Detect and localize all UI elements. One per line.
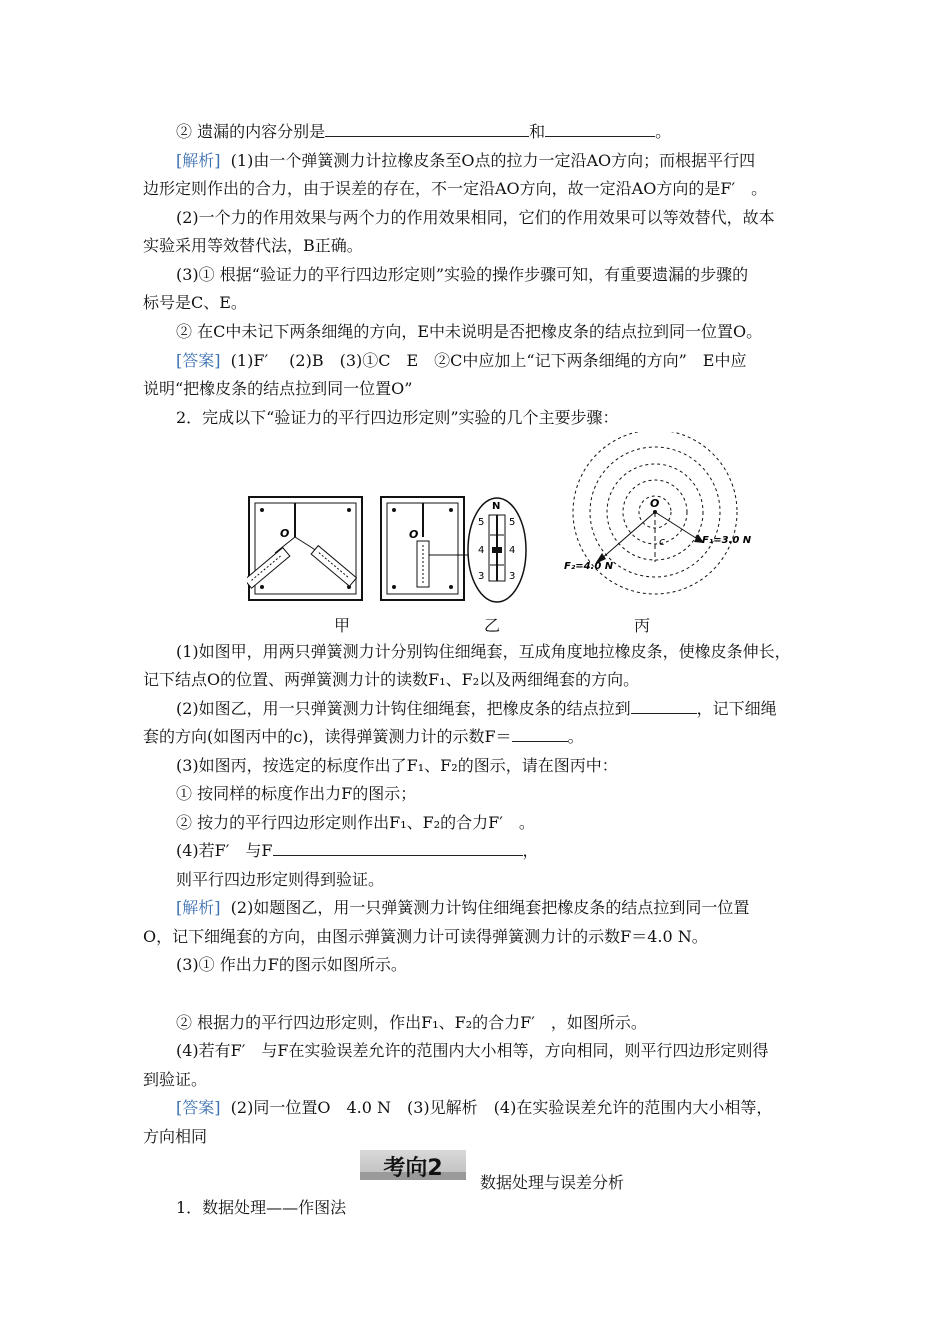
text-line: ② 按力的平行四边形定则作出F₁、F₂的合力F′ 。: [176, 813, 535, 832]
text: ② 遗漏的内容分别是: [176, 122, 326, 141]
analysis-tag: [解析]: [176, 898, 221, 917]
caption-bing: 丙: [634, 616, 651, 635]
label-o: O: [650, 497, 660, 510]
answer-line: [176, 1098, 846, 1118]
answer-tag: [答案]: [176, 1098, 221, 1117]
text: 和: [529, 122, 546, 141]
text-line: O，记下细绳套的方向，由图示弹簧测力计可读得弹簧测力计的示数F＝4.0 N。: [143, 927, 708, 946]
blank-2: [545, 122, 655, 137]
section-title: 考向2: [383, 1156, 443, 1181]
text: 。: [567, 727, 584, 746]
caption-yi: 乙: [484, 616, 501, 635]
question-title: 2．完成以下“验证力的平行四边形定则”实验的几个主要步骤：: [176, 408, 619, 427]
label-f2: F₂=4.0 N: [564, 561, 614, 572]
analysis-line: [176, 151, 846, 171]
scale-tick-3: 3: [509, 571, 516, 582]
answer-line: [176, 351, 846, 371]
text-line: 说明“把橡皮条的结点拉到同一位置O”: [143, 379, 413, 398]
text: ，记下细绳: [696, 699, 777, 718]
label-f1: F₁=3.0 N: [702, 535, 752, 546]
blank-4: [512, 727, 568, 742]
text: (1)由一个弹簧测力计拉橡皮条至O点的拉力一定沿AO方向；而根据平行四: [230, 151, 756, 170]
text: (1)F′ (2)B (3)①C E ②C中应加上“记下两条细绳的方向” E中应: [230, 351, 747, 370]
scale-tick-5: 5: [509, 517, 516, 528]
text-line: (1)如图甲，用两只弹簧测力计分别钩住细绳套，互成角度地拉橡皮条，使橡皮条伸长，: [176, 642, 791, 661]
text: 套的方向(如图丙中的c)，读得弹簧测力计的示数F＝: [143, 727, 512, 746]
figure-jia: [247, 495, 367, 605]
text-line: (4)若有F′ 与F在实验误差允许的范围内大小相等，方向相同，则平行四边形定则得: [176, 1041, 769, 1060]
text-line: (2)一个力的作用效果与两个力的作用效果相同，它们的作用效果可以等效替代，故本: [176, 208, 775, 227]
label-o: O: [409, 528, 419, 541]
scale-tick-5: 5: [478, 517, 485, 528]
section-banner: [360, 1150, 466, 1180]
analysis-tag: [解析]: [176, 151, 221, 170]
text-line: 实验采用等效替代法，B正确。: [143, 236, 363, 255]
figure-bing: [562, 432, 762, 608]
analysis-line: [176, 898, 846, 918]
scale-unit: N: [492, 501, 501, 512]
text-line: ② 在C中未记下两条细绳的方向，E中未说明是否把橡皮条的结点拉到同一位置O。: [176, 322, 763, 341]
text: ，: [522, 841, 539, 860]
text-line: (3)① 作出力F的图示如图所示。: [176, 955, 407, 974]
blank-5: [273, 841, 523, 856]
label-o: O: [280, 527, 290, 540]
text-line: (3)① 根据“验证力的平行四边形定则”实验的操作步骤可知，有重要遗漏的步骤的: [176, 265, 749, 284]
answer-blank-line: [176, 122, 846, 142]
answer-tag: [答案]: [176, 351, 221, 370]
text: (2)如题图乙，用一只弹簧测力计钩住细绳套把橡皮条的结点拉到同一位置: [230, 898, 750, 917]
text-line: 到验证。: [143, 1070, 208, 1089]
text-line: ① 按同样的标度作出力F的图示；: [176, 784, 417, 803]
text-line: ② 根据力的平行四边形定则，作出F₁、F₂的合力F′ ，如图所示。: [176, 1013, 647, 1032]
caption-jia: 甲: [334, 616, 351, 635]
figure-yi: [379, 495, 539, 607]
blank-1: [325, 122, 529, 137]
text: (2)同一位置O 4.0 N (3)见解析 (4)在实验误差允许的范围内大小相等，: [230, 1098, 773, 1117]
blank-3: [631, 699, 697, 714]
text: (4)若F′ 与F: [176, 841, 273, 860]
text-line: 边形定则作出的合力，由于误差的存在，不一定沿AO方向，故一定沿AO方向的是F′ 。: [143, 179, 768, 198]
text-line: [176, 841, 846, 861]
text: (2)如图乙，用一只弹簧测力计钩住细绳套，把橡皮条的结点拉到: [176, 699, 631, 718]
label-c: c: [659, 535, 666, 548]
text-line: 记下结点O的位置、两弹簧测力计的读数F₁、F₂以及两细绳套的方向。: [143, 670, 640, 689]
text-line: [143, 727, 813, 747]
section-subtitle: 数据处理与误差分析: [480, 1173, 625, 1192]
scale-tick-4: 4: [478, 545, 485, 556]
text-line: 则平行四边形定则得到验证。: [176, 870, 385, 889]
text-line: [176, 699, 846, 719]
scale-tick-4: 4: [509, 545, 516, 556]
text: 。: [655, 122, 672, 141]
text-line: (3)如图丙，按选定的标度作出了F₁、F₂的图示，请在图丙中：: [176, 756, 618, 775]
text-line: 标号是C、E。: [143, 293, 247, 312]
text-line: 方向相同: [143, 1127, 208, 1146]
text-line: 1．数据处理——作图法: [176, 1198, 347, 1217]
scale-tick-3: 3: [478, 571, 485, 582]
